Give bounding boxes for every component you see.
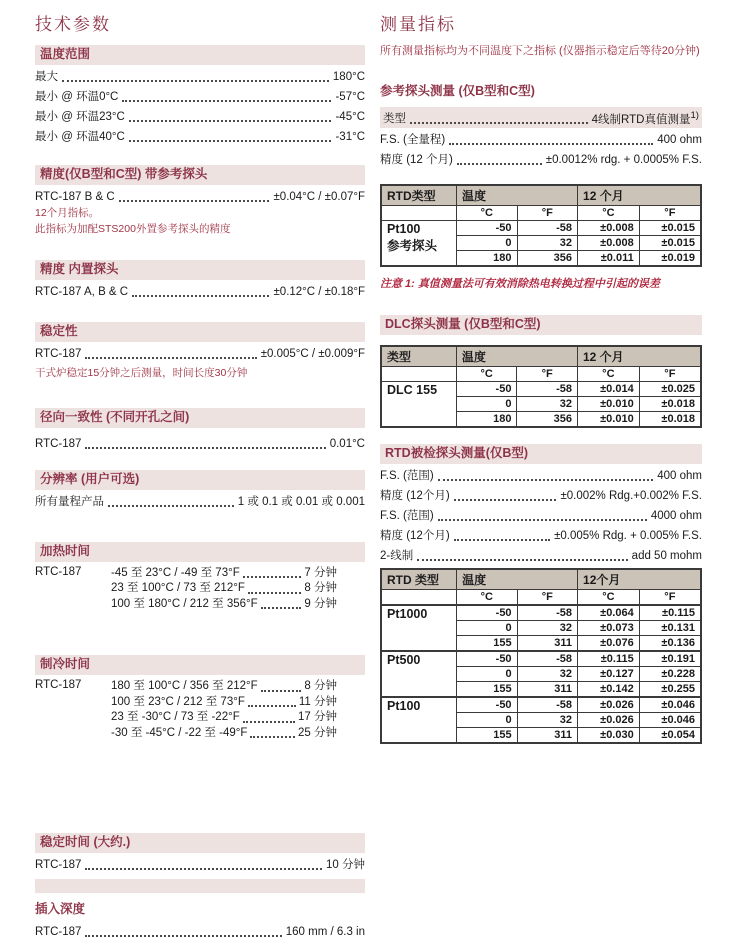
spec-value: 400 ohm — [657, 134, 702, 147]
spec-label: F.S. (范围) — [380, 510, 434, 523]
unit-fahrenheit: °F — [517, 590, 577, 606]
spec-value: -31°C — [335, 131, 365, 143]
cell: ±0.142 — [578, 682, 640, 698]
table-row — [381, 697, 701, 713]
temp-range: -30 至 -45°C / -22 至 -49°F — [111, 726, 248, 739]
unit-fahrenheit: °F — [639, 367, 701, 382]
cell: 180 — [456, 412, 517, 428]
section-heating-time — [35, 542, 365, 613]
spec-row — [35, 130, 365, 145]
col-header-type: 类型 — [381, 346, 456, 367]
spec-row — [380, 107, 702, 129]
cell: ±0.076 — [578, 636, 640, 652]
section-dlc-probe-measurement — [380, 315, 702, 428]
time-value: 7 分钟 — [304, 566, 337, 579]
dot-leader — [62, 80, 329, 82]
col-header-rtd-type: RTD 类型 — [381, 569, 457, 590]
time-value: 25 分钟 — [298, 726, 337, 739]
spec-row — [35, 347, 365, 362]
cell: 32 — [517, 621, 577, 636]
cell: ±0.011 — [578, 251, 640, 267]
unit-fahrenheit: °F — [517, 367, 578, 382]
spec-value: ±0.005°C / ±0.009°F — [260, 348, 365, 360]
cell: ±0.015 — [639, 221, 701, 236]
temp-range: 23 至 -30°C / 73 至 -22°F — [111, 711, 240, 723]
cell: 311 — [517, 636, 577, 652]
section-reference-probe-measurement — [380, 79, 702, 169]
spec-label: RTC-187 B & C — [35, 191, 115, 203]
pink-band — [35, 879, 365, 893]
temp-range: 23 至 100°C / 73 至 212°F — [111, 582, 245, 594]
cell: ±0.115 — [639, 605, 701, 621]
spec-value: ±0.005% Rdg. + 0.005% F.S. — [554, 530, 702, 543]
cell: ±0.046 — [639, 713, 701, 728]
cell: 32 — [517, 236, 578, 251]
dot-leader — [410, 122, 588, 124]
col-header-temperature: 温度 — [457, 569, 578, 590]
col-header-12-months: 12 个月 — [577, 346, 701, 367]
section-header-rtd-dut: RTD被检探头测量(仅B型) — [380, 444, 702, 464]
table-row — [381, 382, 701, 397]
spec-value: 4线制RTD真值测量$^{1)}$ — [591, 109, 699, 126]
section-header-accuracy-internal: 精度 内置探头 — [35, 260, 365, 280]
cell: -50 — [456, 382, 517, 397]
cell: ±0.046 — [639, 697, 701, 713]
dot-leader — [132, 295, 269, 297]
dot-leader — [122, 100, 331, 102]
cell: ±0.115 — [578, 651, 640, 667]
cell: 0 — [457, 713, 517, 728]
cell: ±0.136 — [639, 636, 701, 652]
empty-cell — [381, 590, 457, 606]
cell: 311 — [517, 728, 577, 744]
col-header-12-months: 12 个月 — [578, 185, 701, 206]
dot-leader — [243, 721, 295, 723]
spec-label: RTC-187 — [35, 348, 82, 360]
spec-row — [35, 190, 365, 205]
section-header-cooling-time: 制冷时间 — [35, 655, 365, 675]
technical-parameters-column — [35, 10, 365, 940]
cell: ±0.054 — [639, 728, 701, 744]
temp-range: -45 至 23°C / -49 至 73°F — [111, 566, 240, 579]
col-header-rtd-type: RTD类型 — [381, 185, 457, 206]
spec-row — [35, 285, 365, 300]
spec-label: RTC-187 — [35, 926, 82, 938]
cell: 155 — [457, 682, 517, 698]
table-row — [381, 651, 701, 667]
cell: ±0.064 — [578, 605, 640, 621]
spec-label: 类型 — [383, 113, 406, 126]
spec-row — [35, 858, 365, 873]
cell: 32 — [517, 713, 577, 728]
spec-row — [380, 153, 702, 168]
dot-leader — [438, 519, 647, 521]
cell: ±0.008 — [578, 236, 640, 251]
cell: 0 — [457, 667, 517, 682]
unit-celsius: °C — [457, 206, 518, 221]
spec-row — [380, 529, 702, 544]
unit-fahrenheit: °F — [517, 206, 578, 221]
reference-probe-table — [380, 184, 702, 267]
spec-label: 精度 (12个月) — [380, 530, 450, 543]
time-value: 9 分钟 — [304, 597, 337, 610]
empty-cell — [381, 367, 456, 382]
section-rtd-dut-measurement — [380, 444, 702, 744]
measurement-specifications-column — [380, 10, 702, 744]
spec-label: 最小 @ 环温0°C — [35, 91, 119, 103]
dot-leader — [454, 539, 550, 541]
section-accuracy-internal-probe — [35, 260, 365, 300]
spec-label: F.S. (范围) — [380, 470, 434, 483]
cooling-time-block — [35, 679, 337, 741]
table-header-row — [381, 185, 701, 206]
unit-fahrenheit: °F — [639, 206, 701, 221]
cell: ±0.026 — [578, 697, 640, 713]
heating-time-rows — [111, 566, 337, 613]
cell: 180 — [457, 251, 518, 267]
table-units-row — [381, 367, 701, 382]
cell: 155 — [457, 728, 517, 744]
dot-leader — [261, 607, 302, 609]
spec-value: 10 分钟 — [326, 859, 365, 871]
page-title-measurement-specs: 测量指标 — [380, 15, 456, 34]
spec-value: ±0.002% Rdg.+0.002% F.S. — [560, 490, 702, 503]
spec-value: ±0.12°C / ±0.18°F — [273, 286, 365, 298]
note-dry-block-measurement: 干式炉稳定15分钟之后测量，时间长度30分钟 — [35, 367, 248, 379]
cell: ±0.018 — [639, 412, 701, 428]
spec-value: 0.01°C — [329, 437, 365, 450]
section-header-accuracy-ref: 精度(仅B型和C型) 带参考探头 — [35, 165, 365, 185]
time-value: 17 分钟 — [298, 711, 337, 723]
cell: ±0.131 — [639, 621, 701, 636]
col-header-12-months: 12个月 — [578, 569, 701, 590]
spec-label: RTC-187 — [35, 437, 82, 450]
cell: -50 — [457, 651, 517, 667]
cell: 356 — [517, 412, 578, 428]
cell: ±0.228 — [639, 667, 701, 682]
cell: ±0.019 — [639, 251, 701, 267]
spec-label: 2-线制 — [380, 550, 414, 563]
spec-value: 160 mm / 6.3 in — [285, 926, 365, 938]
cell: ±0.010 — [577, 412, 639, 428]
spec-label: 精度 (12个月) — [380, 490, 450, 503]
spec-label: 最小 @ 环温40°C — [35, 131, 125, 143]
dot-leader — [417, 559, 627, 561]
rtd-dut-table — [380, 568, 702, 744]
cell: 356 — [517, 251, 578, 267]
dot-leader — [85, 868, 322, 870]
time-value: 11 分钟 — [298, 695, 337, 708]
unit-fahrenheit: °F — [639, 590, 701, 606]
spec-row — [35, 90, 365, 105]
section-cooling-time — [35, 655, 365, 741]
model-label: RTC-187 — [35, 565, 82, 578]
spec-label: 最小 @ 环温23°C — [35, 111, 125, 123]
row-label-pt100: Pt100 — [381, 697, 457, 743]
section-resolution — [35, 470, 365, 510]
dlc-probe-table — [380, 345, 702, 428]
section-stability — [35, 322, 365, 381]
unit-celsius: °C — [578, 206, 640, 221]
cell: -58 — [517, 221, 578, 236]
spec-value: ±0.04°C / ±0.07°F — [273, 191, 365, 203]
cell: ±0.008 — [578, 221, 640, 236]
row-label-dlc155: DLC 155 — [381, 382, 456, 428]
spec-value: 4000 ohm — [650, 510, 702, 523]
temp-range: 100 至 23°C / 212 至 73°F — [111, 695, 245, 708]
time-row — [111, 695, 337, 711]
col-header-temperature: 温度 — [457, 185, 578, 206]
cell: 0 — [457, 236, 518, 251]
cell: ±0.015 — [639, 236, 701, 251]
unit-celsius: °C — [577, 367, 639, 382]
cell: 0 — [456, 397, 517, 412]
footnote-marker: 1) — [690, 109, 699, 121]
dot-leader — [129, 120, 332, 122]
spec-label: 所有量程产品 — [35, 495, 104, 508]
dot-leader — [438, 479, 654, 481]
cell: ±0.018 — [639, 397, 701, 412]
row-label-pt500: Pt500 — [381, 651, 457, 697]
spec-label: 最大 — [35, 71, 58, 83]
dot-leader — [250, 736, 295, 738]
spec-row — [380, 133, 702, 148]
spec-label: F.S. (全量程) — [380, 134, 446, 147]
col-header-temperature: 温度 — [456, 346, 577, 367]
cell: ±0.025 — [639, 382, 701, 397]
note-sts200-probe: 此指标为加配STS200外置参考探头的精度 — [35, 222, 231, 235]
cell: -50 — [457, 605, 517, 621]
time-value: 8 分钟 — [304, 582, 337, 594]
section-temperature-range — [35, 45, 365, 145]
cell: -50 — [457, 221, 518, 236]
cell: ±0.127 — [578, 667, 640, 682]
spec-label: RTC-187 A, B & C — [35, 286, 129, 298]
spec-value: 180°C — [332, 71, 365, 83]
spec-row — [380, 549, 702, 564]
section-header-insertion-depth: 插入深度 — [35, 902, 86, 916]
unit-celsius: °C — [456, 367, 517, 382]
table-header-row — [381, 346, 701, 367]
spec-row — [35, 437, 365, 452]
empty-cell — [381, 206, 457, 221]
cell: -58 — [517, 382, 578, 397]
spec-row — [35, 925, 365, 940]
cell: ±0.010 — [577, 397, 639, 412]
time-value: 8 分钟 — [304, 680, 337, 692]
cell: -58 — [517, 605, 577, 621]
cell: ±0.026 — [578, 713, 640, 728]
spec-row — [35, 110, 365, 125]
time-row — [111, 726, 337, 742]
dot-leader — [85, 935, 281, 937]
spec-label: 精度 (12 个月) — [380, 154, 453, 167]
spec-row — [35, 70, 365, 85]
section-insertion-depth — [35, 879, 365, 940]
table-row — [381, 221, 701, 236]
dot-leader — [457, 163, 542, 165]
spec-value: 1 或 0.1 或 0.01 或 0.001 — [237, 495, 365, 508]
spec-row — [380, 469, 702, 484]
section-header-stability: 稳定性 — [35, 322, 365, 342]
dot-leader — [248, 592, 302, 594]
section-radial-uniformity — [35, 408, 365, 452]
dot-leader — [108, 505, 234, 507]
cell: 155 — [457, 636, 517, 652]
section-header-heating-time: 加热时间 — [35, 542, 365, 562]
cell: 32 — [517, 667, 577, 682]
table-row — [381, 605, 701, 621]
spec-value: -57°C — [335, 91, 365, 103]
section-accuracy-with-reference-probe — [35, 165, 365, 236]
time-row — [111, 710, 337, 726]
spec-row — [380, 489, 702, 504]
spec-value: 400 ohm — [657, 470, 702, 483]
section-header-temperature-range: 温度范围 — [35, 45, 365, 65]
time-row — [111, 597, 337, 613]
section-header-resolution: 分辨率 (用户可选) — [35, 470, 365, 490]
row-label-pt1000: Pt1000 — [381, 605, 457, 651]
table-header-row — [381, 569, 701, 590]
section-header-reference-probe: 参考探头测量 (仅B型和C型) — [380, 83, 535, 98]
cell: ±0.255 — [639, 682, 701, 698]
cooling-time-rows — [111, 679, 337, 741]
cell: 32 — [517, 397, 578, 412]
unit-celsius: °C — [457, 590, 517, 606]
cell: -58 — [517, 697, 577, 713]
spec-row — [35, 495, 365, 510]
heating-time-block — [35, 566, 337, 613]
model-label: RTC-187 — [35, 679, 82, 691]
cell: ±0.014 — [577, 382, 639, 397]
cell: 0 — [457, 621, 517, 636]
cell: ±0.030 — [578, 728, 640, 744]
time-row — [111, 581, 337, 597]
dot-leader — [129, 140, 332, 142]
dot-leader — [449, 143, 653, 145]
time-row — [111, 566, 337, 582]
dot-leader — [85, 357, 256, 359]
spec-value: -45°C — [335, 111, 365, 123]
note-all-specs-temperature: 所有测量指标均为不同温度下之指标 (仪器指示稳定后等待20分钟) — [380, 45, 700, 57]
dot-leader — [454, 499, 557, 501]
page-title-technical-parameters: 技术参数 — [35, 15, 111, 34]
spec-row — [380, 509, 702, 524]
table-units-row — [381, 206, 701, 221]
unit-celsius: °C — [578, 590, 640, 606]
spec-value: ±0.0012% rdg. + 0.0005% F.S. — [545, 154, 702, 167]
section-stabilization-time — [35, 833, 365, 873]
note-12-month-spec: 12个月指标。 — [35, 207, 100, 219]
temp-range: 100 至 180°C / 212 至 356°F — [111, 597, 258, 610]
section-header-radial-uniformity: 径向一致性 (不同开孔之间) — [35, 408, 365, 428]
dot-leader — [85, 447, 325, 449]
cell: -50 — [457, 697, 517, 713]
section-header-stabilization-time: 稳定时间 (大约.) — [35, 833, 365, 853]
row-label-pt100-ref: Pt100 参考探头 — [381, 221, 457, 267]
time-row — [111, 679, 337, 695]
footnote-true-ohm: 注意 1: 真值测量法可有效消除热电转换过程中引起的误差 — [380, 278, 660, 291]
dot-leader — [119, 200, 270, 202]
dot-leader — [261, 690, 302, 692]
spec-value: add 50 mohm — [631, 550, 702, 563]
temp-range: 180 至 100°C / 356 至 212°F — [111, 680, 258, 692]
spec-label: RTC-187 — [35, 859, 82, 871]
cell: ±0.073 — [578, 621, 640, 636]
dot-leader — [248, 705, 296, 707]
dot-leader — [243, 576, 302, 578]
section-header-dlc-probe: DLC探头测量 (仅B型和C型) — [380, 315, 702, 335]
cell: ±0.191 — [639, 651, 701, 667]
cell: -58 — [517, 651, 577, 667]
table-units-row — [381, 590, 701, 606]
cell: 311 — [517, 682, 577, 698]
